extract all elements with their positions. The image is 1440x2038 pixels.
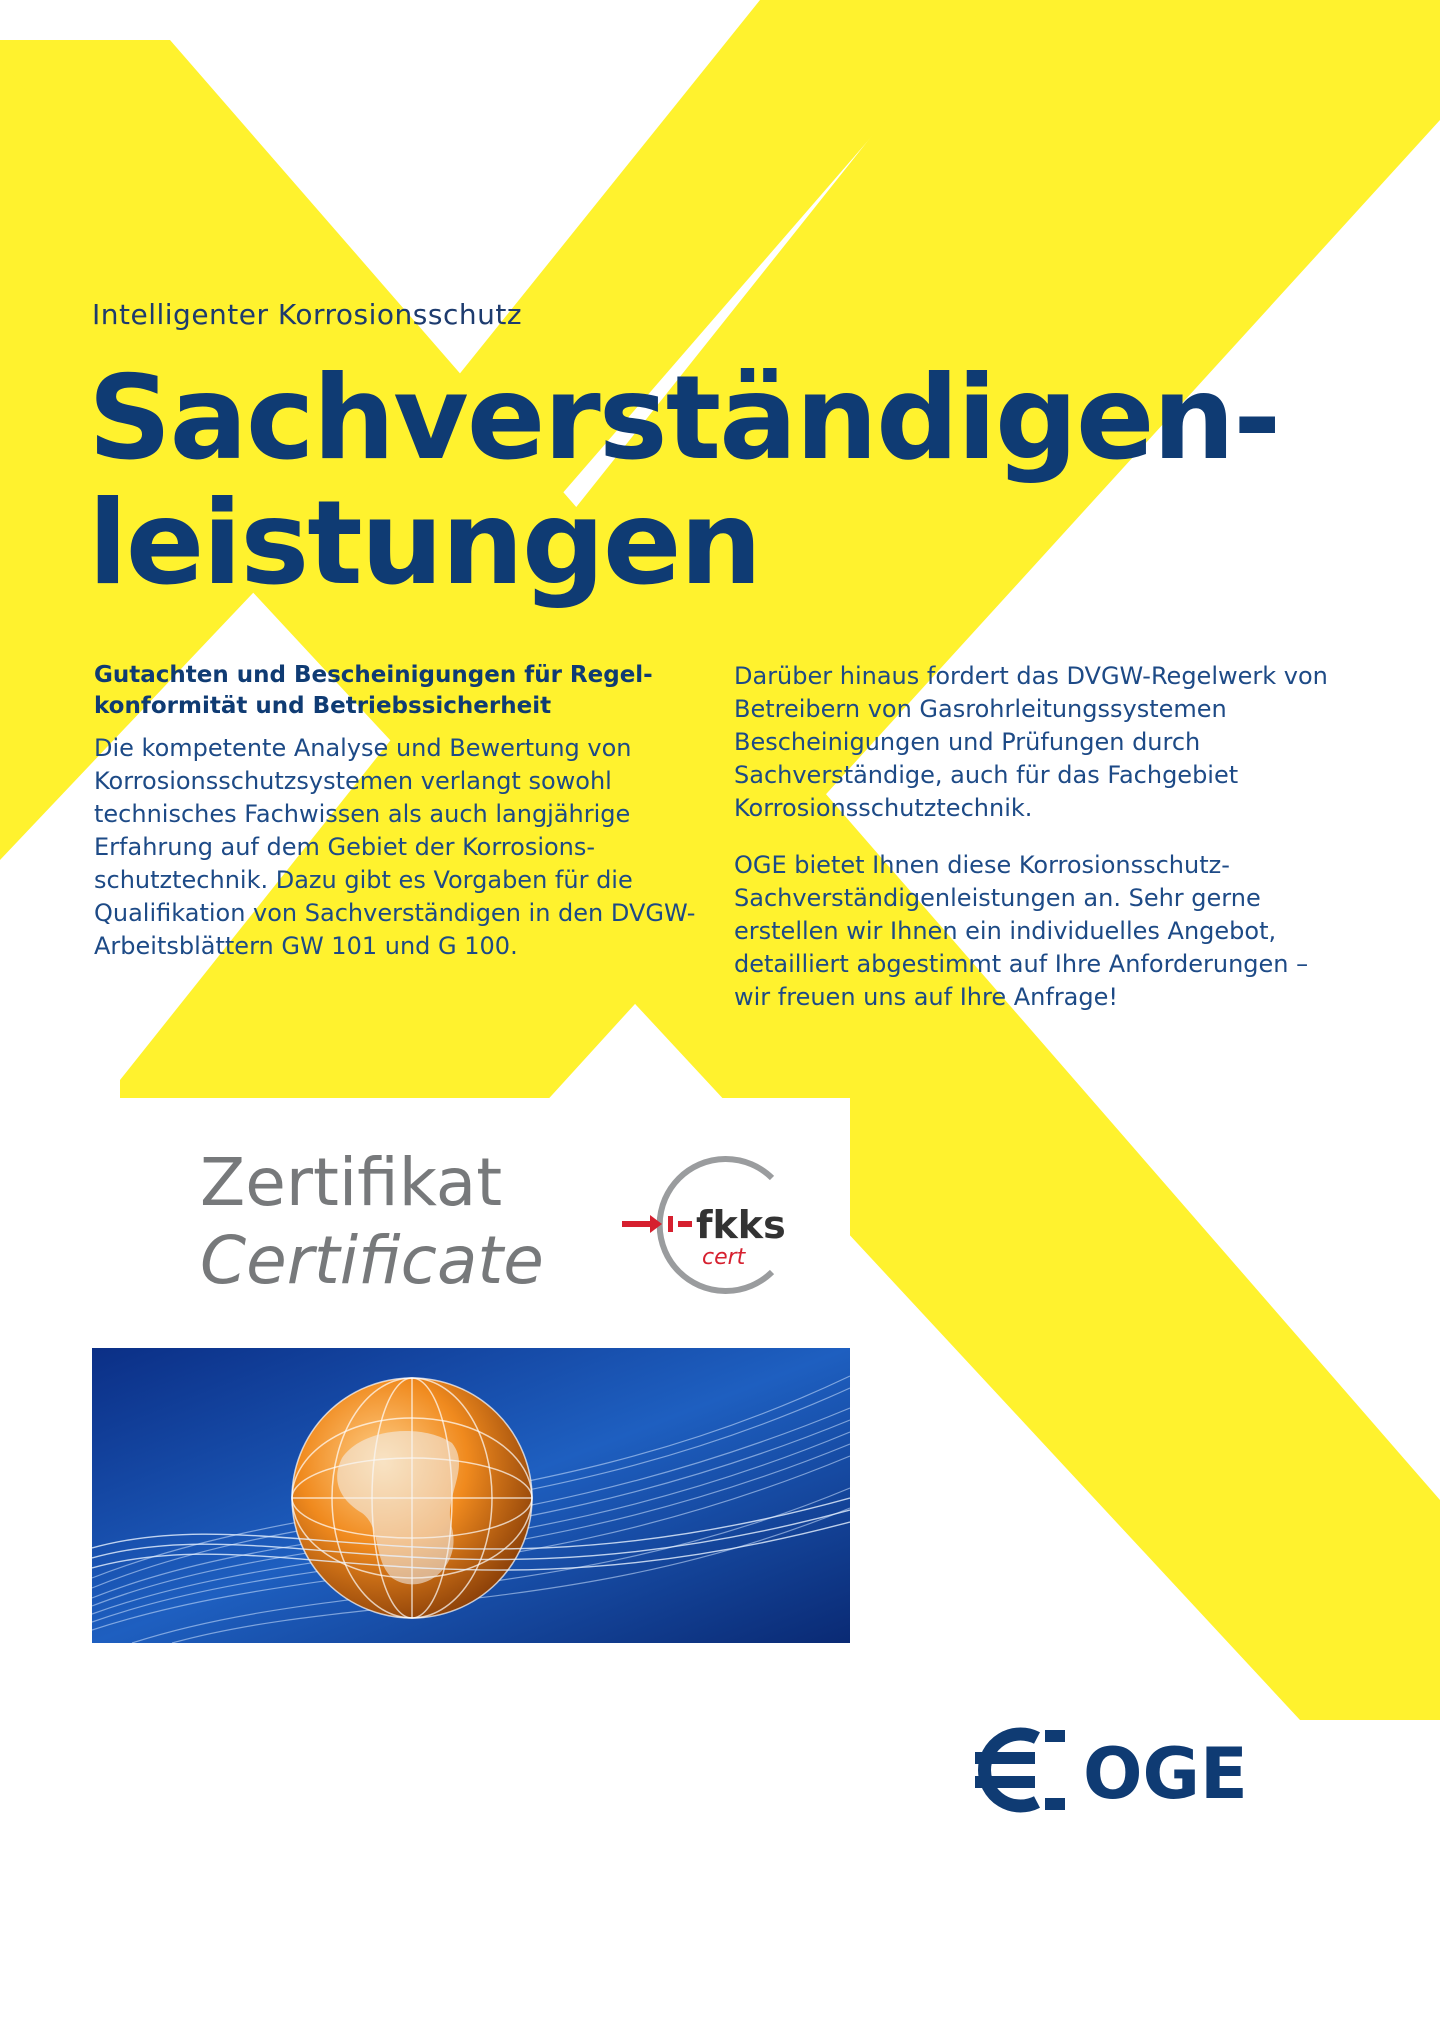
page-title [88,351,1280,612]
oge-logo [975,1720,1295,1820]
certificate-image [92,1098,850,1643]
left-paragraph: Die kompetente Analyse und Bewertung von Korrosionsschutzsystemen verlangt sowohl technisches Fachwissen als auch langjährige Erfahrung auf dem Gebiet der Korrosionsschutztechnik. Dazu gibt es Vorgaben für die Qualifikation von Sachverständigen in den DVGW-Arbeitsblättern GW 101 und G 100. [94,734,696,960]
fkks-cert-logo [622,1150,802,1300]
left-column [94,660,704,987]
oge-logo-text: OGE [1083,1733,1248,1815]
subheading-line-1: Gutachten und Bescheinigungen für Regel- [94,662,653,688]
certificate-header [92,1098,850,1348]
globe-illustration [92,1348,850,1643]
right-paragraph-1: Darüber hinaus fordert das DVGW-Regelwerk von Betreibern von Gasrohrleitungssystemen Bescheinigungen und Prüfungen durch Sachverständige, auch für das Fachgebiet Korrosionsschutztechnik. [734,662,1328,822]
right-column [734,660,1344,1038]
svg-text:cert: cert [702,1245,746,1270]
title-line-2: leistungen [88,476,761,612]
title-line-1: Sachverständigen- [88,351,1280,486]
kicker-text: Intelligenter Korrosionsschutz [92,298,523,331]
certificate-word-de: Zertifikat [200,1144,503,1221]
left-subheading [94,660,704,722]
subheading-line-2: konformität und Betriebssicherheit [94,693,552,719]
right-paragraph-2: OGE bietet Ihnen diese Korrosionsschutz-Sachverständigenleistungen an. Sehr gerne erstellen wir Ihnen ein individuelles Angebot, detailliert abgestimmt auf Ihre Anforderungen – wir freuen uns auf Ihre Anfrage! [734,851,1309,1011]
svg-text:fkks: fkks [696,1203,786,1247]
certificate-word-en: Certificate [200,1222,544,1299]
